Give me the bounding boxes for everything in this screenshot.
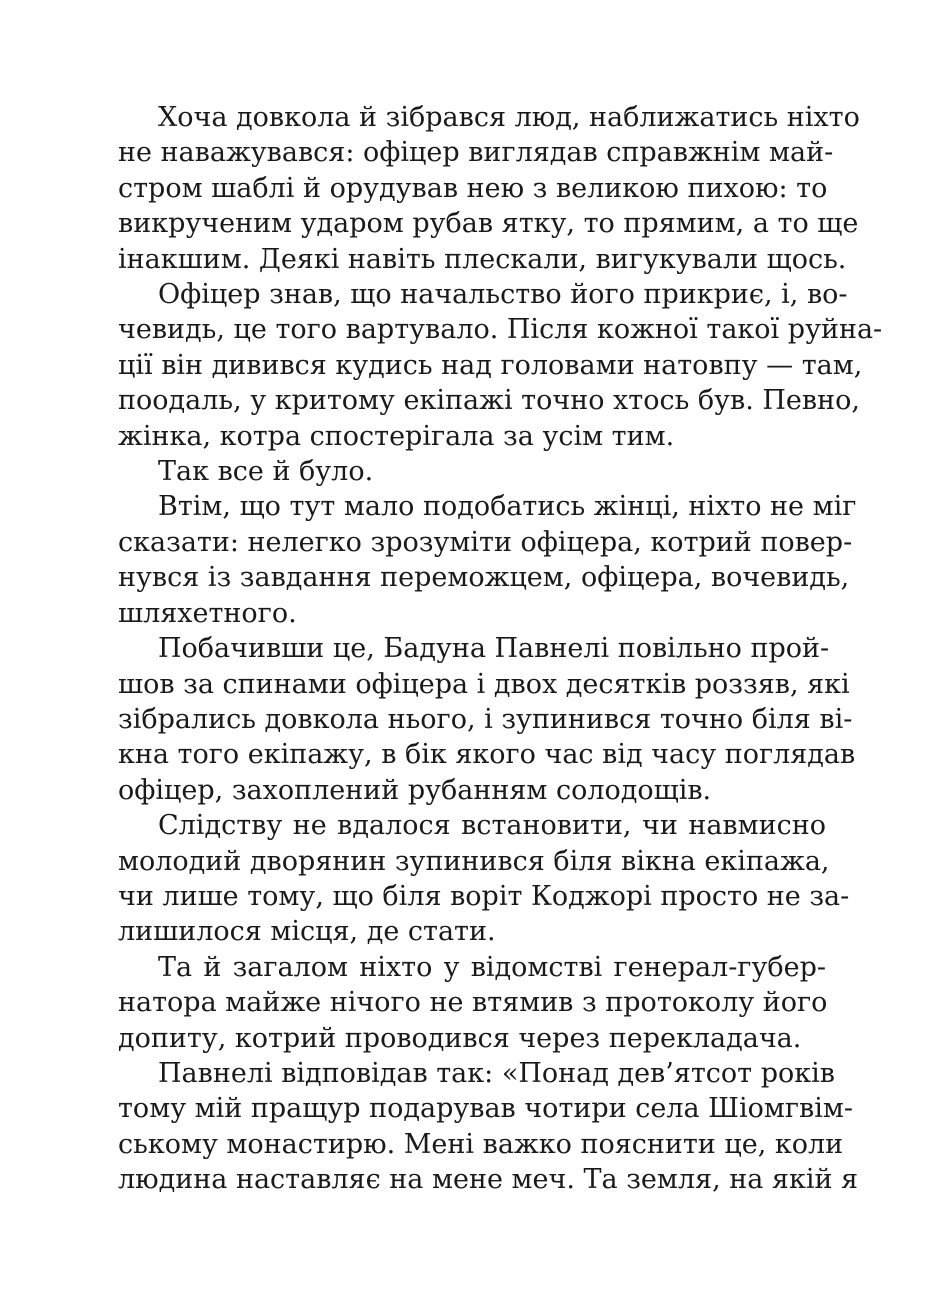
text-line: чевидь, це того вартувало. Після кожної такої руйна- <box>118 314 883 346</box>
text-line: жінка, котра спостерігала за усім тим. <box>118 420 675 452</box>
paragraph <box>118 808 850 950</box>
page-text <box>118 100 883 1198</box>
text-line: натора майже нічого не втямив з протоколу його <box>118 987 828 1019</box>
text-line: ському монастирю. Мені важко пояснити це, коли <box>118 1128 844 1160</box>
paragraph <box>118 631 856 808</box>
paragraph <box>118 489 857 631</box>
text-line: стром шаблі й орудував нею з великою пихою: то <box>118 172 828 204</box>
text-line: Хоча довкола й зібрався люд, наближатись ніхто <box>158 102 860 133</box>
text-line: чи лише тому, що біля воріт Коджорі просто не за- <box>118 880 850 912</box>
text-line: Побачивши це, Бадуна Павнелі повільно прой- <box>158 633 830 665</box>
paragraph <box>118 1056 859 1198</box>
text-line: Павнелі відповідав так: «Понад дев’ятсот років <box>158 1057 835 1089</box>
text-line: тому мій пращур подарував чотири села Шіомгвім- <box>118 1093 853 1125</box>
text-line: офіцер, захоплений рубанням солодощів. <box>118 774 712 806</box>
text-line: не наважувався: офіцер виглядав справжнім май- <box>118 137 834 169</box>
text-line: лишилося місця, де стати. <box>118 916 496 948</box>
text-line: молодий дворянин зупинився біля вікна екіпажа, <box>118 845 830 877</box>
text-line: ції він дивився кудись над головами натовпу — там, <box>118 349 863 381</box>
text-line: Так все й було. <box>158 456 374 488</box>
paragraph <box>118 100 860 277</box>
text-line: Втім, що тут мало подобатись жінці, ніхто не міг <box>158 491 857 523</box>
text-line: кна того екіпажу, в бік якого час від часу поглядав <box>118 739 856 771</box>
text-line: шляхетного. <box>118 597 297 629</box>
text-line: шов за спинами офіцера і двох десятків роззяв, які <box>118 668 850 700</box>
text-line: поодаль, у критому екіпажі точно хтось був. Певно, <box>118 385 860 417</box>
text-line: нувся із завдання переможцем, офіцера, вочевидь, <box>118 562 850 594</box>
paragraph <box>118 454 826 489</box>
text-line: Та й загалом ніхто у відомстві генерал-губер- <box>158 951 826 983</box>
text-line: допиту, котрий проводився через перекладача. <box>118 1022 802 1054</box>
text-line: сказати: нелегко зрозуміти офіцера, котрий повер- <box>118 526 853 558</box>
text-line: Офіцер знав, що начальство його прикриє, і, во- <box>158 279 848 311</box>
text-line: зібрались довкола нього, і зупинився точно біля ві- <box>118 703 853 735</box>
text-line: інакшим. Деякі навіть плескали, вигукували щось. <box>118 243 847 275</box>
text-line: Слідству не вдалося встановити, чи навмисно <box>158 810 826 842</box>
paragraph <box>118 950 826 1056</box>
text-line: викрученим ударом рубав ятку, то прямим, а то ще <box>118 208 859 240</box>
paragraph <box>118 277 883 454</box>
text-line: людина наставляє на мене меч. Та земля, на якій я <box>118 1164 859 1196</box>
